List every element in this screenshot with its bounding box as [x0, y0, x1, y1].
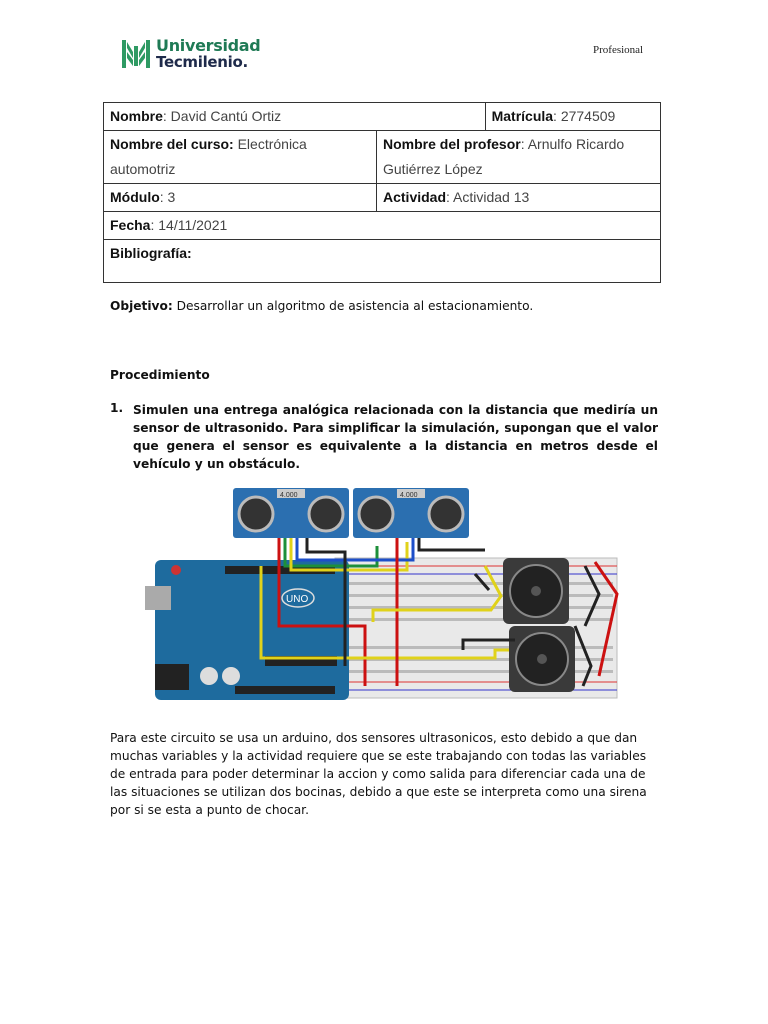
procedure-title: Procedimiento	[110, 368, 210, 382]
curso-cell	[104, 131, 377, 184]
sensor-label-1: 4.000	[280, 492, 298, 499]
matricula-value: : 2774509	[553, 108, 616, 124]
university-logo	[120, 38, 260, 74]
modulo-value: : 3	[159, 189, 176, 205]
tecmilenio-logo-icon	[120, 38, 152, 70]
header-label: Profesional	[593, 44, 644, 56]
objective-label: Objetivo:	[110, 299, 173, 313]
circuit-diagram-image	[145, 486, 620, 708]
procedure-item-text: Simulen una entrega analógica relacionada con la distancia que mediría un sensor de ultrasonido. Para simplificar la simulación, supongan que el valor que genera el sensor es equivalente a la distancia en metros desde el vehículo y un obstáculo.	[133, 403, 658, 471]
curso-value: Electrónica automotriz	[110, 136, 307, 177]
nombre-cell	[104, 103, 486, 131]
curso-label: Nombre del curso:	[110, 136, 234, 152]
logo-line1: Universidad	[156, 36, 261, 55]
procedure-item-number: 1.	[110, 401, 124, 415]
actividad-value: : Actividad 13	[446, 189, 530, 205]
matricula-label: Matrícula	[491, 108, 554, 124]
nombre-label: Nombre	[110, 108, 163, 124]
logo-line2: Tecmilenio.	[156, 53, 248, 71]
fecha-label: Fecha	[110, 217, 151, 233]
fecha-value: : 14/11/2021	[150, 217, 228, 233]
info-table	[103, 102, 661, 283]
bibliografia-label: Bibliografía:	[110, 245, 192, 261]
modulo-cell	[104, 184, 377, 212]
modulo-label: Módulo	[110, 189, 160, 205]
profesor-value: : Arnulfo Ricardo Gutiérrez López	[383, 136, 625, 177]
actividad-label: Actividad	[383, 189, 447, 205]
board-label: UNO	[286, 594, 309, 605]
profesor-cell	[377, 131, 661, 184]
nombre-value: : David Cantú Ortiz	[162, 108, 282, 124]
objective-paragraph	[110, 297, 658, 315]
body-paragraph: Para este circuito se usa un arduino, dos sensores ultrasonicos, esto debido a que dan muchas variables y la actividad requiere que se este trabajando con todas las variables de entrada para poder determinar la accion y como salida para diferenciar cada una de las situaciones se utilizan dos bocinas, debido a que este se interpreta como una sirena por si se esta a punto de chocar.	[110, 731, 647, 817]
sensor-label-2: 4.000	[400, 492, 418, 499]
fecha-cell	[104, 212, 661, 240]
objective-text: Desarrollar un algoritmo de asistencia al estacionamiento.	[172, 299, 534, 313]
matricula-cell	[485, 103, 660, 131]
actividad-cell	[377, 184, 661, 212]
profesor-label: Nombre del profesor	[383, 136, 521, 152]
bibliografia-cell	[104, 240, 661, 283]
